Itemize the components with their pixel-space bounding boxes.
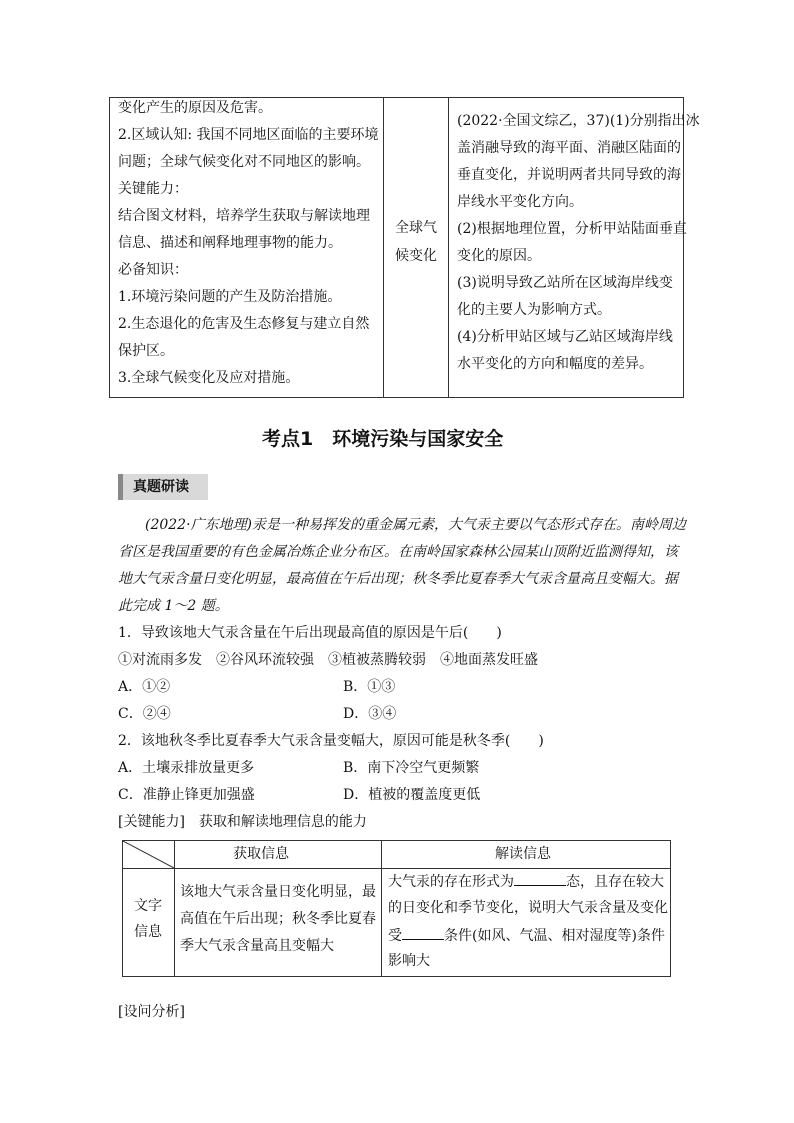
text-line: 岸线水平变化方向。 [457,194,583,210]
text-line: 变化产生的原因及危害。 [118,100,272,116]
question-1-items: ①对流雨多发 ②谷风环流较强 ③植被蒸腾较弱 ④地面蒸发旺盛 [118,652,538,668]
section-badge: 真题研读 [118,474,208,500]
text-line: 1.环境污染问题的产生及防治措施。 [118,289,342,305]
blank-2[interactable] [402,925,444,940]
text-line: 影响大 [388,953,430,969]
option-c: C．准静止锋更加强盛 [118,787,255,803]
question-1-stem: 1．导致该地大气汞含量在午后出现最高值的原因是午后( ) [118,625,502,641]
text-line: 高值在午后出现；秋冬季比夏春 [180,911,376,927]
table-cell-topic [383,98,449,397]
option-d: D．植被的覆盖度更低 [343,787,481,803]
option-d: D．③④ [343,706,397,722]
text-line: 盖消融导致的海平面、消融区陆面的 [457,140,681,156]
text-line: 信息、描述和阐释地理事物的能力。 [118,235,342,251]
text-line: 受 条件(如风、气温、相对湿度等)条件 [388,925,665,946]
question-2-stem: 2．该地秋冬季比夏春季大气汞含量变幅大，原因可能是秋冬季( ) [118,733,544,749]
text-line: 季大气汞含量高且变幅大 [180,938,334,954]
curriculum-table [109,97,700,398]
text-line: 问题；全球气候变化对不同地区的影响。 [118,154,370,170]
text-line: (4)分析甲站区域与乙站区域海岸线 [457,329,673,345]
analysis-label: [设问分析] [118,1004,185,1020]
text-line: 的日变化和季节变化，说明大气汞含量及变化 [388,900,668,916]
ability-label: [关键能力] 获取和解读地理信息的能力 [118,814,367,830]
text-line: 结合图文材料，培养学生获取与解读地理 [118,208,370,224]
row-label: 信息 [134,924,162,940]
text-line: 3.全球气候变化及应对措施。 [118,370,300,386]
text-line: 2.生态退化的危害及生态修复与建立自然 [118,316,370,332]
text-line: 关键能力： [118,181,188,197]
passage-line: (2022·广东地理)汞是一种易挥发的重金属元素，大气汞主要以气态形式存在。南岭周边 [145,517,687,533]
text-line: 化的主要人为影响方式。 [457,302,611,318]
passage-line: 此完成 1～2 题。 [118,598,229,614]
table-cell-standards [110,98,384,397]
info-table [122,840,671,977]
header-read: 解读信息 [495,846,551,862]
header-get: 获取信息 [233,846,289,862]
option-b: B．南下冷空气更频繁 [343,760,480,776]
row-label: 文字 [134,898,162,914]
topic-line: 候变化 [395,248,437,264]
text-line: (2)根据地理位置，分析甲站陆面垂直 [457,221,687,237]
table-cell-exam [448,98,700,397]
option-c: C．②④ [118,706,171,722]
section-title: 考点1 环境污染与国家安全 [262,428,504,450]
blank-1[interactable] [514,871,566,886]
option-b: B．①③ [343,679,396,695]
diagonal-header [123,841,174,868]
topic-line: 全球气 [395,220,437,236]
text-line: 垂直变化，并说明两者共同导致的海 [457,167,681,183]
text-line: (2022·全国文综乙，37)(1)分别指出冰 [457,113,700,129]
passage-line: 省区是我国重要的有色金属冶炼企业分布区。在南岭国家森林公园某山顶附近监测得知，该 [118,544,678,560]
text-line: 必备知识： [118,262,188,278]
text-line: 水平变化的方向和幅度的差异。 [457,356,653,372]
option-a: A．土壤汞排放量更多 [118,760,255,776]
text-line: 变化的原因。 [457,248,541,264]
passage-line: 地大气汞含量日变化明显，最高值在午后出现；秋冬季比夏春季大气汞含量高且变幅大。据 [118,571,678,587]
text-line: 大气汞的存在形式为 态，且存在较大 [388,871,664,892]
text-line: 保护区。 [118,343,174,359]
text-line: 2.区域认知: 我国不同地区面临的主要环境 [118,127,379,143]
text-line: (3)说明导致乙站所在区域海岸线变 [457,275,673,291]
option-a: A．①② [118,679,171,695]
text-line: 该地大气汞含量日变化明显，最 [180,884,376,900]
